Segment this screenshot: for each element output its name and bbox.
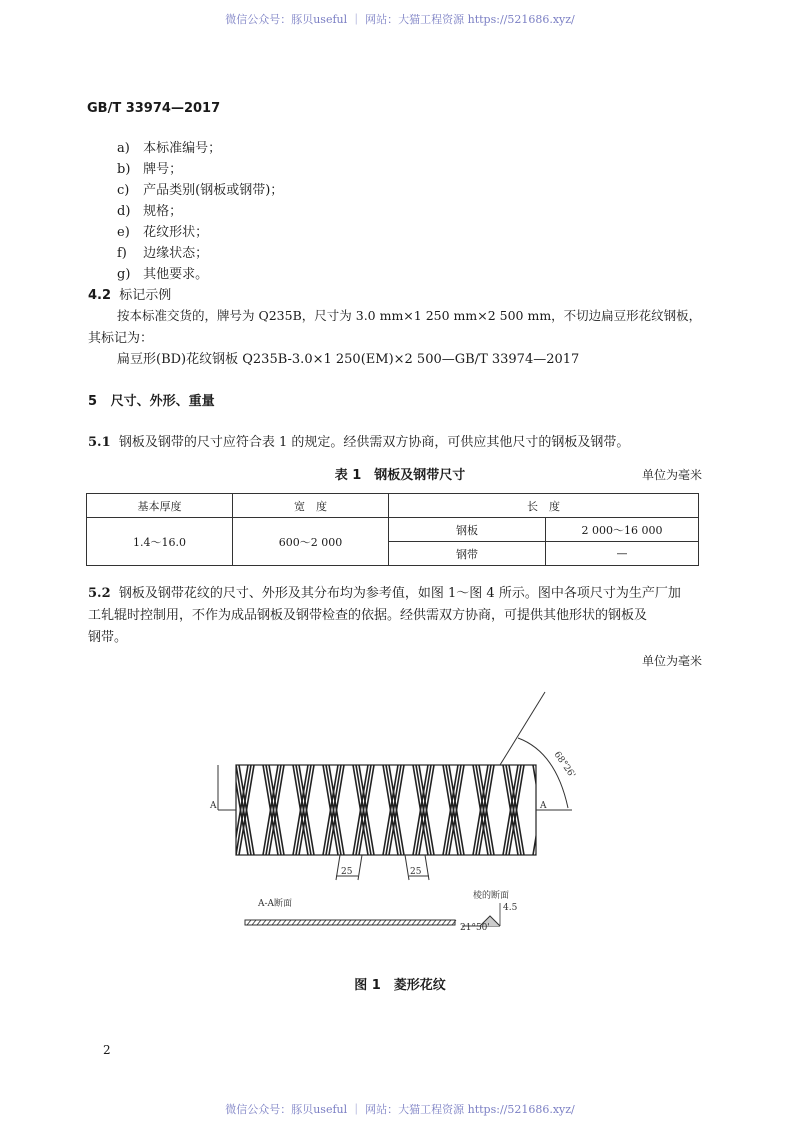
strip-hatch-line xyxy=(247,920,251,925)
list-item: a) 本标准编号； xyxy=(117,141,222,156)
row-length: — xyxy=(546,542,699,566)
section-4-2-heading: 4.2 标记示例 xyxy=(88,288,172,303)
strip-hatch-line xyxy=(292,920,296,925)
strip-hatch-line xyxy=(397,920,401,925)
angle-arc xyxy=(518,738,568,808)
strip-hatch-line xyxy=(282,920,286,925)
strip-hatch-line xyxy=(372,920,376,925)
page-number: 2 xyxy=(103,1043,111,1057)
strip-hatch-line xyxy=(362,920,366,925)
list-item: f) 边缘状态； xyxy=(117,246,209,261)
strip-hatch-line xyxy=(257,920,261,925)
width-value: 600～2 000 xyxy=(233,518,389,566)
strip-hatch-line xyxy=(332,920,336,925)
rib-height-label: 4.5 xyxy=(503,903,518,913)
rib-section-label: 棱的断面 xyxy=(473,891,510,901)
strip-hatch-line xyxy=(342,920,346,925)
list-item: c) 产品类别(钢板或钢带)； xyxy=(117,183,284,198)
section-4-2-para-line2: 其标记为： xyxy=(88,331,154,346)
strip-hatch-line xyxy=(432,920,436,925)
strip-hatch-line xyxy=(317,920,321,925)
strip-hatch-line xyxy=(367,920,371,925)
header-length: 长 度 xyxy=(389,494,699,518)
figure-unit: 单位为毫米 xyxy=(642,654,703,668)
section-5-heading: 5 尺寸、外形、重量 xyxy=(88,394,215,409)
strip-hatch-line xyxy=(277,920,281,925)
diamond-hatch xyxy=(203,765,584,855)
section-aa-label: A-A断面 xyxy=(258,899,293,909)
strip-hatch-line xyxy=(302,920,306,925)
strip-hatch-line xyxy=(287,920,291,925)
section-5-2-line3: 钢带。 xyxy=(88,630,128,645)
strip-hatch-line xyxy=(262,920,266,925)
strip-hatch-line xyxy=(377,920,381,925)
strip-hatch-line xyxy=(437,920,441,925)
strip-hatch-line xyxy=(412,920,416,925)
table1 xyxy=(86,493,699,566)
list-item: d) 规格； xyxy=(117,204,183,219)
strip-hatch-line xyxy=(402,920,406,925)
strip-hatch-line xyxy=(417,920,421,925)
strip-hatch-line xyxy=(427,920,431,925)
standard-number: GB/T 33974—2017 xyxy=(87,101,221,116)
strip-hatch-line xyxy=(352,920,356,925)
watermark-bottom: 微信公众号：豚贝useful ｜ 网站：大猫工程资源 https://521686.xyz/ xyxy=(225,1103,575,1116)
strip-hatch-line xyxy=(272,920,276,925)
strip-hatch-line xyxy=(447,920,451,925)
strip-hatch-line xyxy=(297,920,301,925)
rib-angle-label: 21°50' xyxy=(460,923,490,933)
section-4-2-para-line1: 按本标准交货的，牌号为 Q235B，尺寸为 3.0 mm×1 250 mm×2 500 mm，不切边扁豆形花纹钢板， xyxy=(117,308,702,323)
strip-hatch-line xyxy=(392,920,396,925)
table1-unit: 单位为毫米 xyxy=(642,468,703,482)
list-item: b) 牌号； xyxy=(117,162,183,177)
row-type: 钢板 xyxy=(389,518,546,542)
dim-right-value: 25 xyxy=(410,867,422,877)
strip-hatch-line xyxy=(422,920,426,925)
list-item: g) 其他要求。 xyxy=(117,267,209,282)
figure1-diamond-pattern xyxy=(200,690,600,950)
strip-hatch-line xyxy=(307,920,311,925)
strip-hatch-line xyxy=(357,920,361,925)
row-length: 2 000～16 000 xyxy=(546,518,699,542)
row-type: 钢带 xyxy=(389,542,546,566)
strip-hatch-line xyxy=(327,920,331,925)
strip-hatch-line xyxy=(382,920,386,925)
section-5-1: 5.1 钢板及钢带的尺寸应符合表 1 的规定。经供需双方协商，可供应其他尺寸的钢板及钢带。 xyxy=(88,435,630,450)
strip-hatch-line xyxy=(252,920,256,925)
section-marker-left: A xyxy=(210,801,217,811)
thickness-value: 1.4～16.0 xyxy=(87,518,233,566)
section-marker-right: A xyxy=(540,801,547,811)
header-width: 宽 度 xyxy=(233,494,389,518)
strip-hatch-line xyxy=(337,920,341,925)
strip-hatch-line xyxy=(322,920,326,925)
strip-hatch-line xyxy=(387,920,391,925)
table1-caption: 表 1 钢板及钢带尺寸 xyxy=(334,468,466,483)
strip-hatch-line xyxy=(442,920,446,925)
section-5-2-line2: 工轧辊时控制用，不作为成品钢板及钢带检查的依据。经供需双方协商，可提供其他形状的钢板及 xyxy=(88,608,648,623)
strip-hatch-line xyxy=(267,920,271,925)
dim-left-value: 25 xyxy=(341,867,353,877)
strip-hatch-line xyxy=(347,920,351,925)
angle-label: 68°26' xyxy=(551,749,577,781)
list-item: e) 花纹形状； xyxy=(117,225,209,240)
watermark-top: 微信公众号：豚贝useful ｜ 网站：大猫工程资源 https://521686.xyz/ xyxy=(225,13,575,26)
marking-example: 扁豆形(BD)花纹钢板 Q235B-3.0×1 250(EM)×2 500—GB/T 33974—2017 xyxy=(117,352,580,367)
strip-hatch-line xyxy=(407,920,411,925)
angle-leader xyxy=(500,692,545,765)
figure1-caption: 图 1 菱形花纹 xyxy=(354,978,446,993)
section-5-2-line1: 5.2 钢板及钢带花纹的尺寸、外形及其分布均为参考值，如图 1～图 4 所示。图中各项尺寸为生产厂加 xyxy=(88,586,681,601)
header-thickness: 基本厚度 xyxy=(87,494,233,518)
strip-hatch-line xyxy=(312,920,316,925)
